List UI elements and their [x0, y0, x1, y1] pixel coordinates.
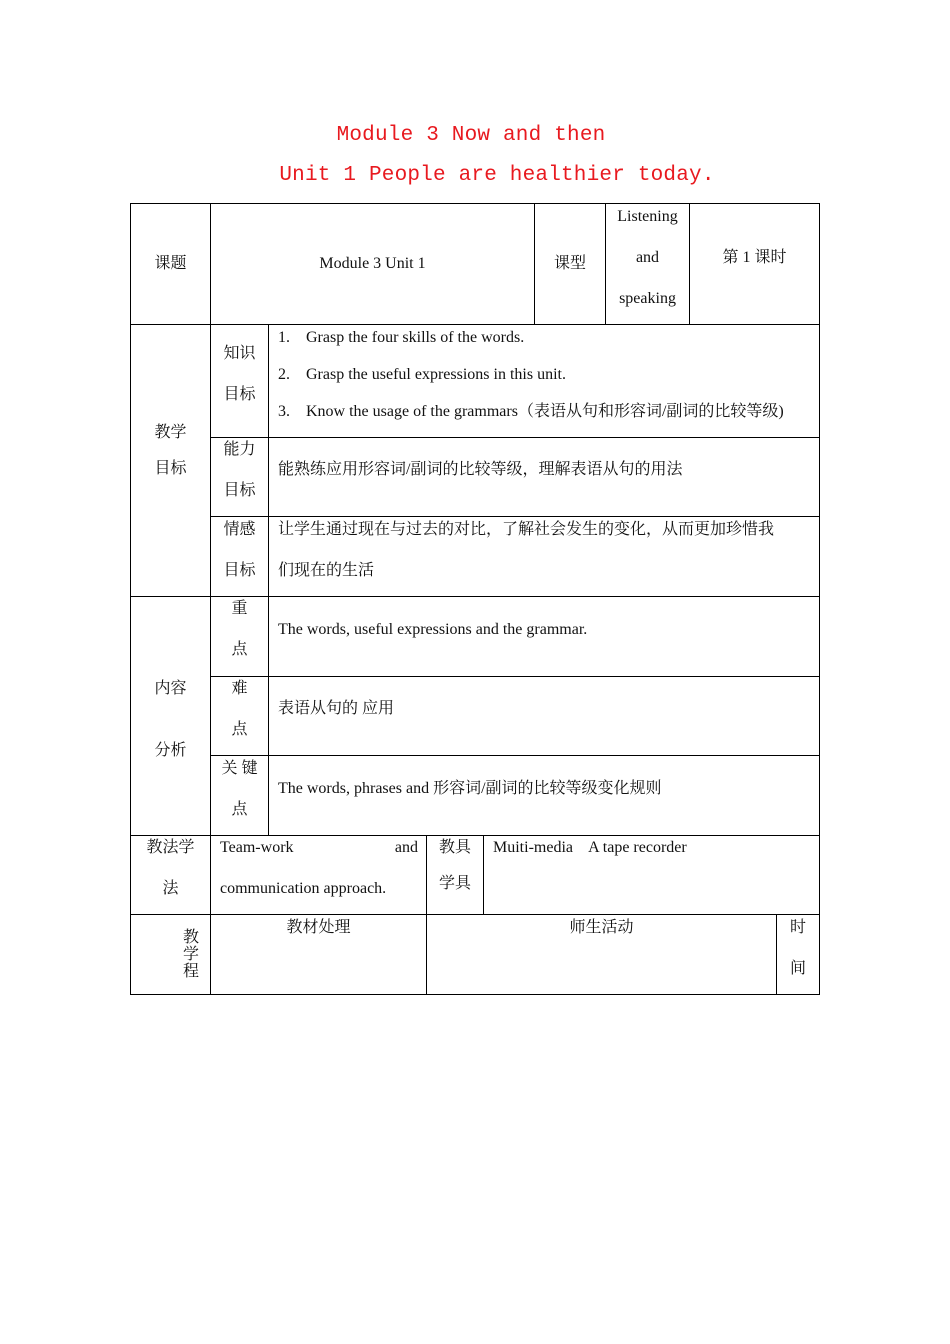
unit-title: Unit 1 People are healthier today. — [279, 164, 715, 187]
methods-text: Team-work and communication approach. — [220, 839, 418, 897]
type-value: Listening and speaking — [617, 208, 678, 307]
ability-goal-label: 能力 目标 — [223, 441, 256, 499]
difficult-point-text: 表语从句的 应用 — [278, 700, 395, 717]
period-value: 第 1 课时 — [722, 249, 787, 266]
module-title: Module 3 Now and then — [336, 124, 606, 147]
methods-label: 教法学 法 — [146, 839, 195, 897]
emotion-goal-text: 让学生通过现在与过去的对比，了解社会发生的变化，从而更加珍惜我 们现在的生活 — [278, 521, 775, 579]
emotion-goal-label: 情感 目标 — [223, 521, 256, 579]
topic-label: 课题 — [154, 255, 187, 272]
difficult-point-label: 难 点 — [231, 680, 248, 738]
content-analysis-label: 内容 分析 — [154, 680, 187, 759]
activity-header: 师生活动 — [569, 919, 634, 936]
key-point-text: The words, useful expressions and the grammar. — [278, 621, 588, 638]
crucial-point-label: 关 键 点 — [221, 760, 258, 818]
topic-value: Module 3 Unit 1 — [319, 255, 426, 272]
type-label: 课型 — [553, 255, 586, 272]
tools-label: 教具 学具 — [438, 839, 471, 892]
key-point-label: 重 点 — [231, 600, 248, 658]
tools-value: Muiti-media A tape recorder — [493, 839, 687, 856]
knowledge-goal-item: 2. Grasp the useful expressions in this unit. — [278, 366, 566, 383]
knowledge-goal-label: 知识 目标 — [223, 345, 256, 403]
ability-goal-text: 能熟练应用形容词/副词的比较等级，理解表语从句的用法 — [278, 461, 683, 478]
time-header: 时 间 — [789, 919, 806, 977]
crucial-point-text: The words, phrases and 形容词/副词的比较等级变化规则 — [278, 780, 662, 797]
knowledge-goal-item: 3. Know the usage of the grammars（表语从句和形容词/副词的比较等级) — [278, 403, 784, 420]
material-header: 教材处理 — [286, 919, 351, 936]
knowledge-goal-item: 1. Grasp the four skills of the words. — [278, 329, 525, 346]
process-label: 教 学 程 — [182, 929, 199, 980]
knowledge-goal-list — [278, 319, 818, 430]
teaching-goals-label: 教学 目标 — [154, 424, 187, 477]
